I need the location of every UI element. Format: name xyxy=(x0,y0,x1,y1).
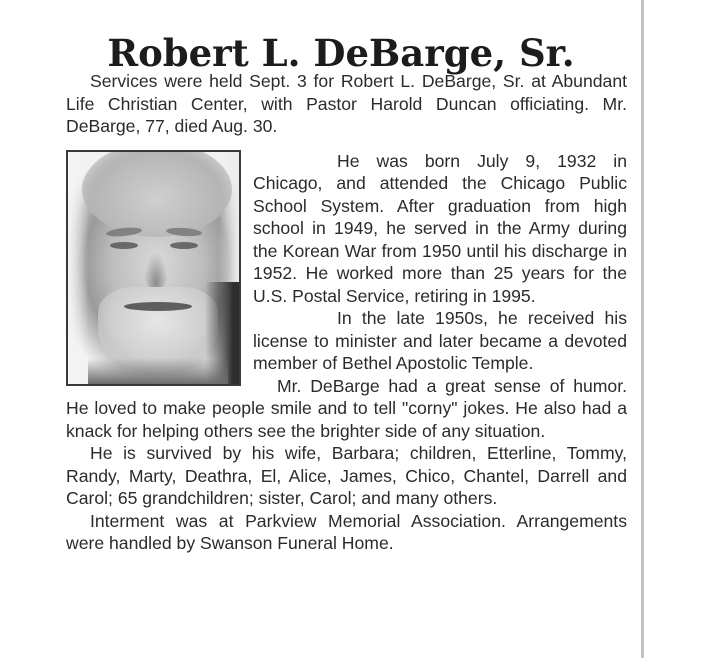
column-rule xyxy=(641,0,644,658)
paragraph-biography: He was born July 9, 1932 in Chicago, and attended the Chicago Public School System. After graduation from high school in 1949, he served in the Army during the Korean War from 1950 until his discharge in 1952. He worked more than 25 years for the U.S. Postal Service, retiring in 1995. xyxy=(253,150,627,306)
headline: Robert L. DeBarge, Sr. xyxy=(107,30,575,75)
paragraph-personality: Mr. DeBarge had a great sense of humor. He loved to make people smile and to tell "corny" jokes. He also had a knack for helping others see the brighter side of any situation. xyxy=(66,375,627,441)
paragraph-survivors: He is survived by his wife, Barbara; children, Etterline, Tommy, Randy, Marty, Deathra, El, Alice, James, Chico, Chantel, Darrell and Carol; 65 grandchildren; sister, Carol; and many others. xyxy=(66,443,627,508)
paragraph-interment: Interment was at Parkview Memorial Association. Arrangements were handled by Swanson Funeral Home. xyxy=(66,510,627,553)
portrait-photo xyxy=(66,150,241,386)
paragraph-services: Services were held Sept. 3 for Robert L. DeBarge, Sr. at Abundant Life Christian Center, with Pastor Harold Duncan officiating. Mr. DeBarge, 77, died Aug. 30. xyxy=(66,71,627,136)
obituary-body xyxy=(66,70,627,555)
paragraph-ministry: In the late 1950s, he received his license to minister and later became a devoted member of Bethel Apostolic Temple. xyxy=(253,308,627,373)
